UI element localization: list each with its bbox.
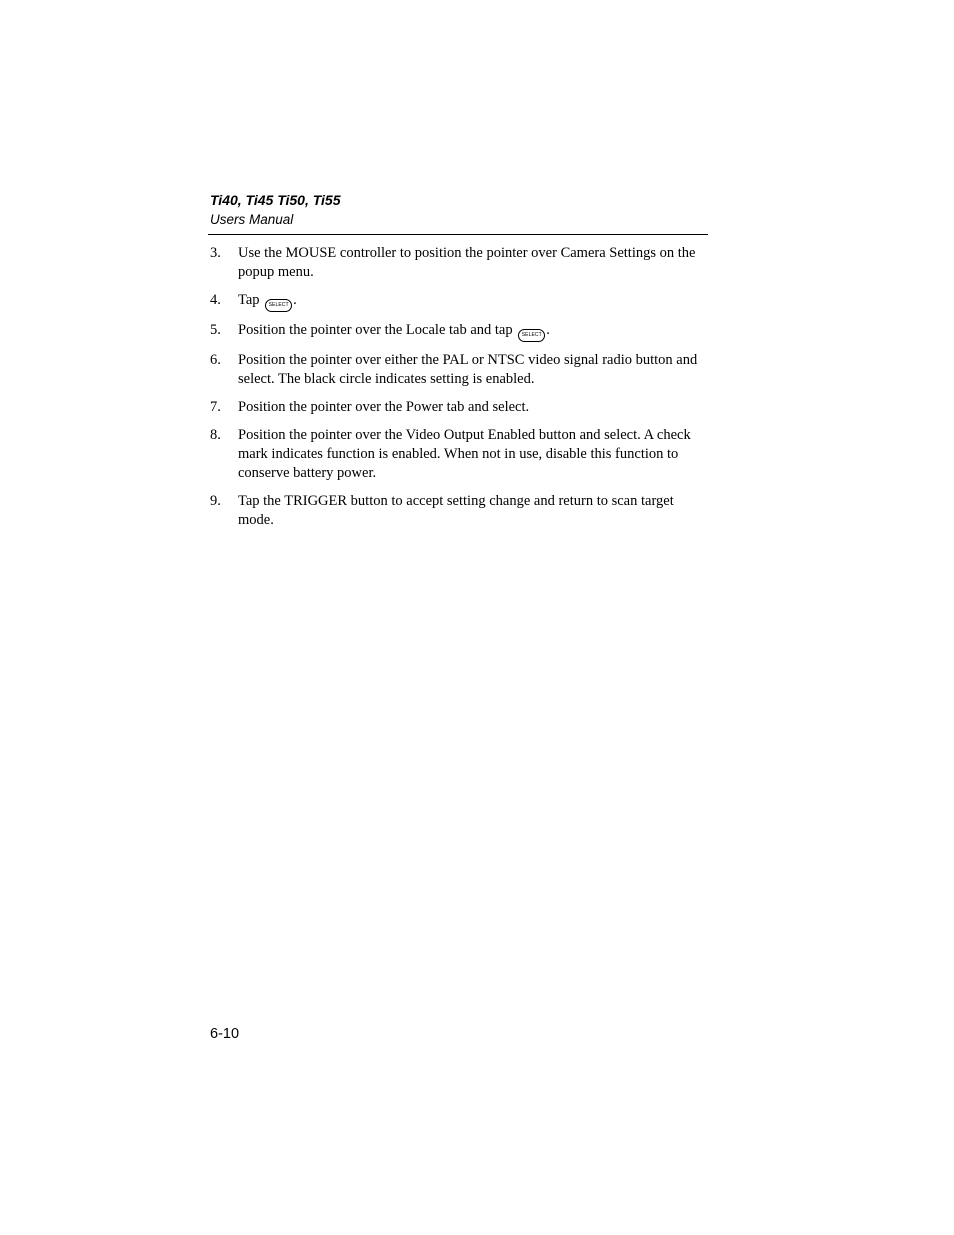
step-5 xyxy=(210,321,700,342)
step-text: Tap the TRIGGER button to accept setting change and return to scan target mode. xyxy=(238,493,674,528)
step-text: Position the pointer over the Video Output Enabled button and select. A check mark indicates function is enabled. When not in use, disable this function to conserve battery power. xyxy=(238,427,691,481)
step-7 xyxy=(210,398,700,417)
procedure-steps xyxy=(210,244,700,539)
product-model-title: Ti40, Ti45 Ti50, Ti55 xyxy=(210,192,341,208)
step-text: Position the pointer over the Locale tab and tap xyxy=(238,322,513,338)
step-3 xyxy=(210,244,700,282)
step-text-end: . xyxy=(293,292,297,308)
step-number: 8. xyxy=(210,427,221,443)
step-8 xyxy=(210,426,700,483)
step-number: 3. xyxy=(210,245,221,261)
step-number: 7. xyxy=(210,399,221,415)
step-text: Position the pointer over the Power tab and select. xyxy=(238,399,530,415)
select-key-icon: SELECT xyxy=(518,329,545,342)
step-text: Use the MOUSE controller to position the pointer over Camera Settings on the popup menu. xyxy=(238,245,696,280)
manual-subtitle: Users Manual xyxy=(210,212,294,227)
page-header xyxy=(210,191,708,229)
step-4 xyxy=(210,291,700,312)
page-number: 6-10 xyxy=(210,1026,240,1042)
step-9 xyxy=(210,492,700,530)
step-number: 4. xyxy=(210,292,221,308)
step-number: 9. xyxy=(210,493,221,509)
step-6 xyxy=(210,351,700,389)
step-text-end: . xyxy=(546,322,550,338)
step-number: 5. xyxy=(210,322,221,338)
step-text: Tap xyxy=(238,292,260,308)
step-number: 6. xyxy=(210,352,221,368)
header-divider xyxy=(208,234,708,235)
step-text: Position the pointer over either the PAL or NTSC video signal radio button and select. The black circle indicates setting is enabled. xyxy=(238,352,698,387)
select-key-icon: SELECT xyxy=(265,299,292,312)
